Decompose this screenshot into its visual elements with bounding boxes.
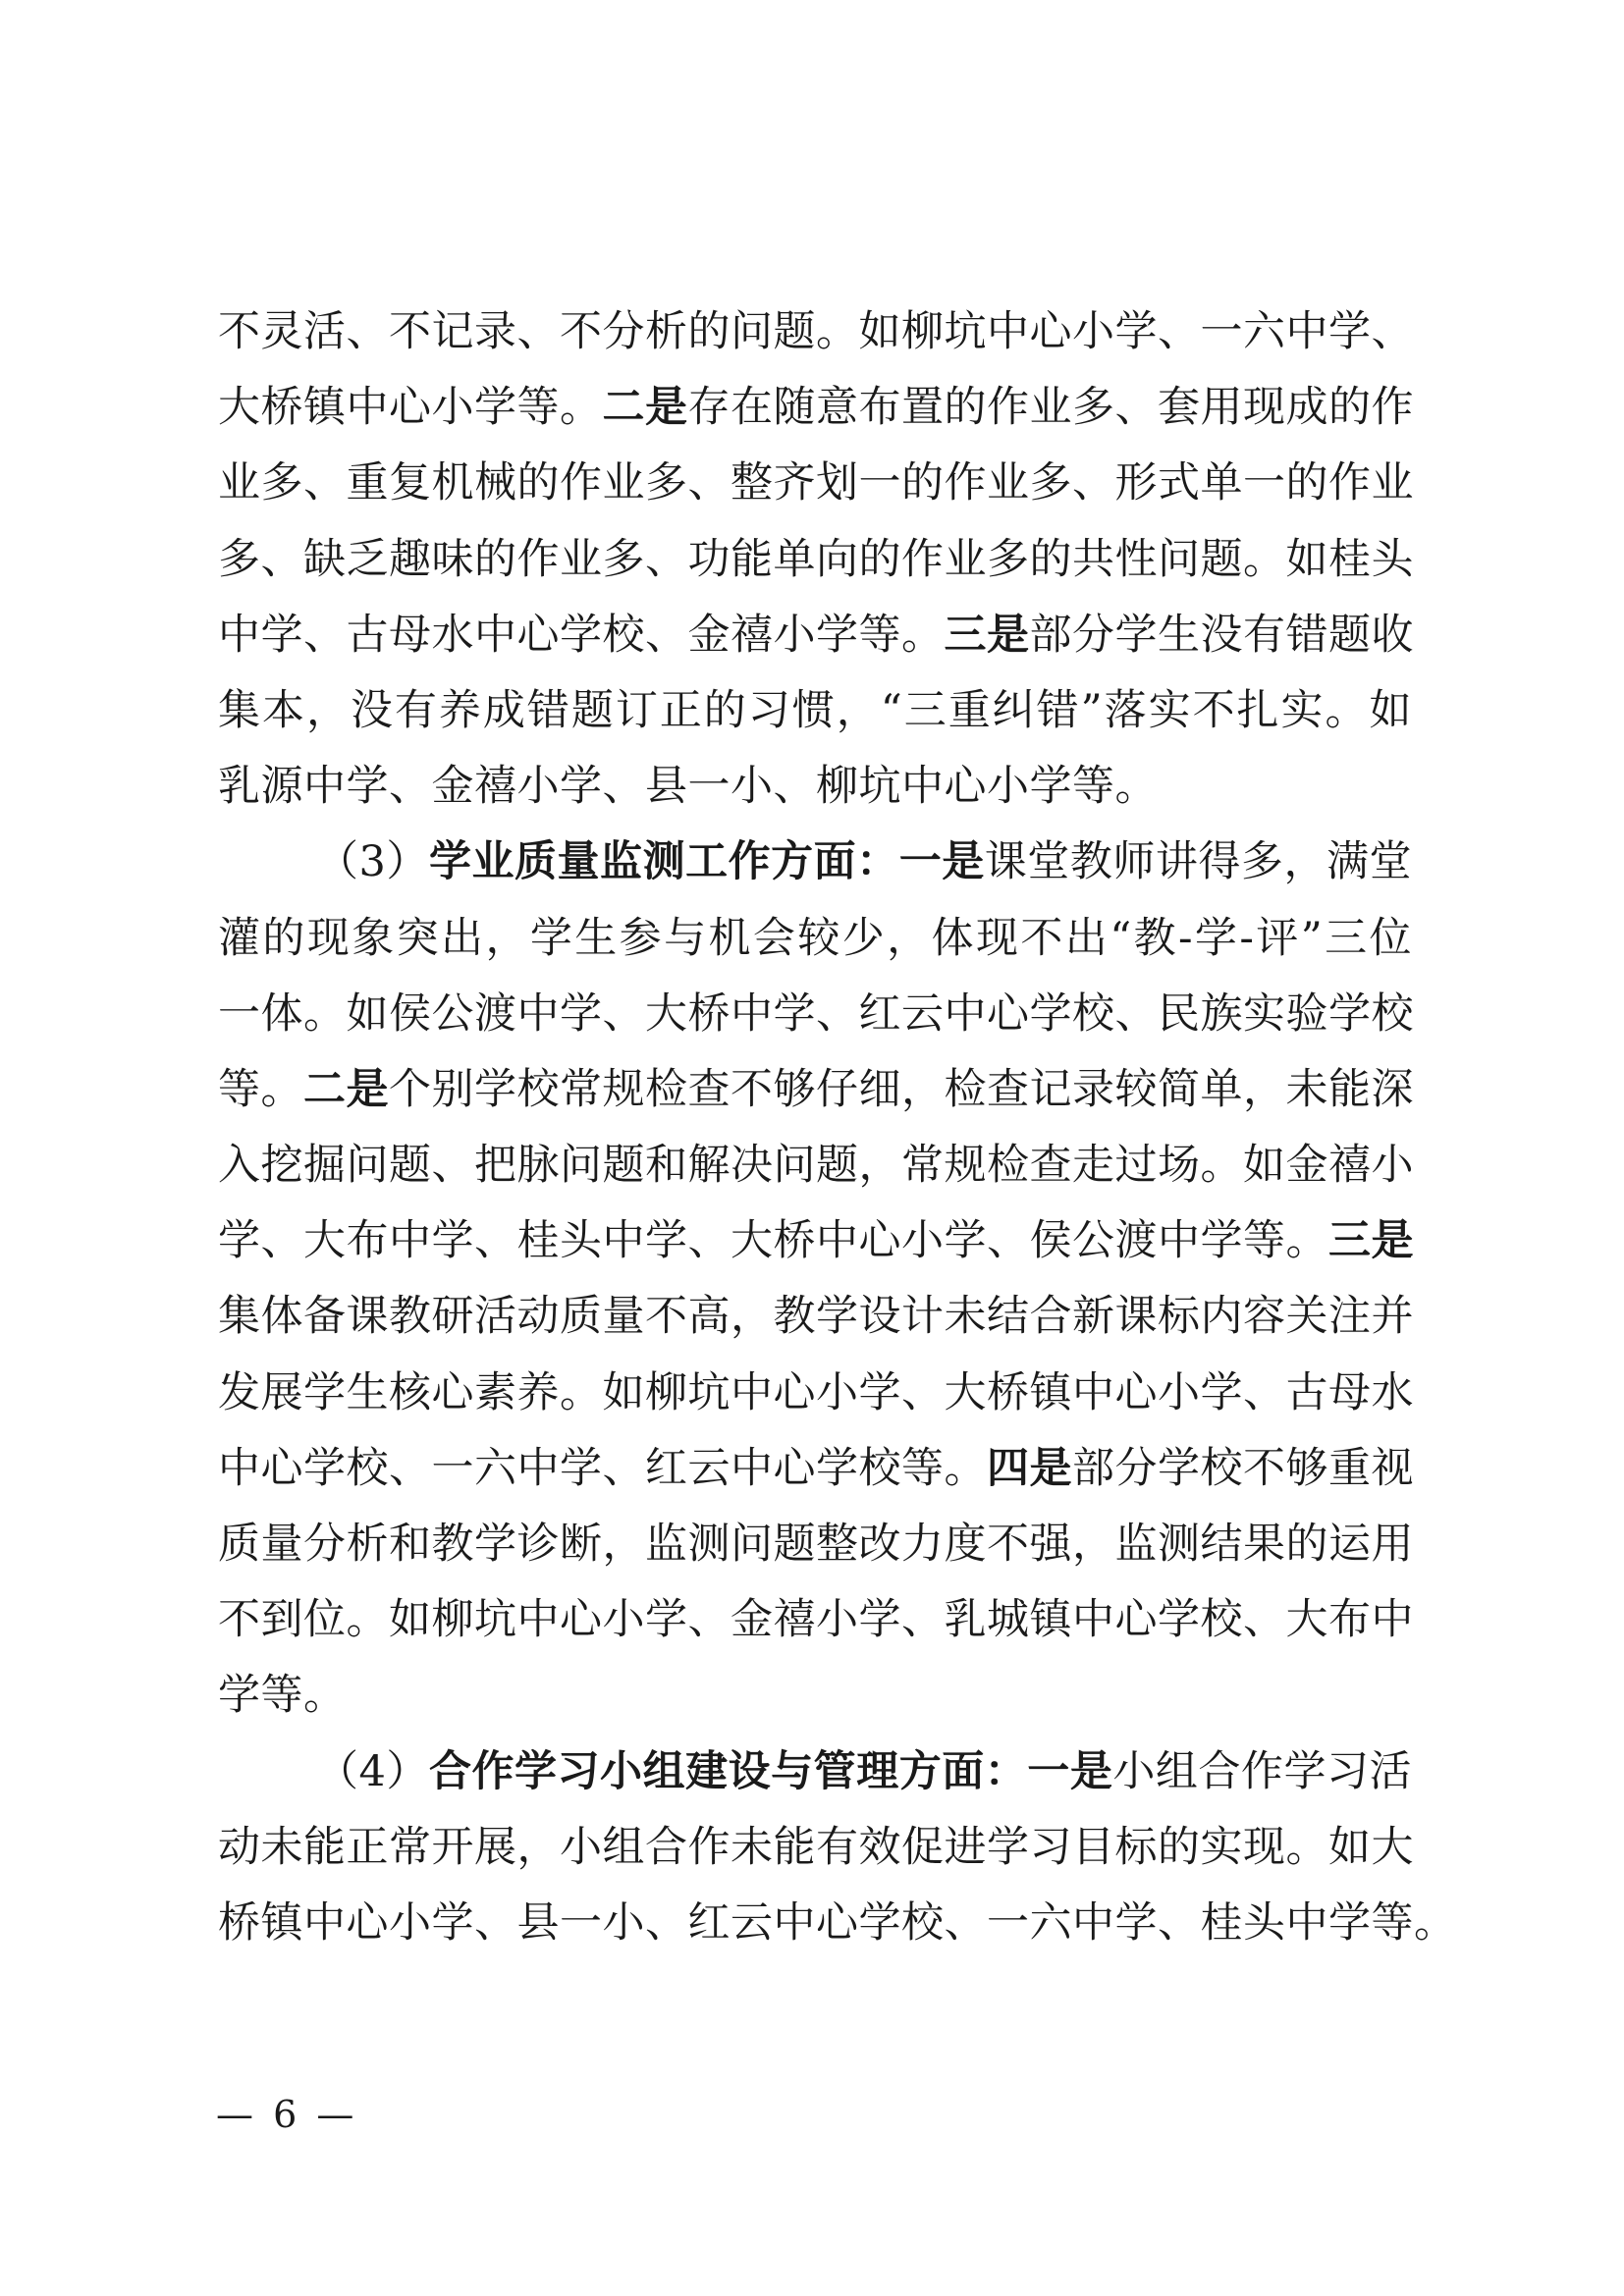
text-segment: 集体备课教研活动质量不高，教学设计未结合新课标内容关注并 [218, 1292, 1414, 1342]
text-segment: （3） [316, 837, 429, 887]
text-segment: 灌的现象突出，学生参与机会较少，体现不出“教-学-评”三位 [218, 913, 1412, 963]
body-text [218, 294, 1457, 1961]
bold-text-segment: 合作学习小组建设与管理方面：一是 [428, 1746, 1113, 1796]
text-line [218, 522, 1412, 598]
text-segment: 业多、重复机械的作业多、整齐划一的作业多、形式单一的作业 [218, 458, 1414, 508]
text-segment: 中学、古母水中心学校、金禧小学等。 [218, 610, 945, 660]
text-line [218, 1735, 1412, 1810]
bold-text-segment: 三是 [944, 610, 1030, 660]
text-line [218, 1431, 1412, 1507]
text-line [218, 1052, 1412, 1128]
text-segment: 部分学校不够重视 [1072, 1443, 1414, 1493]
text-segment: 个别学校常规检查不够仔细，检查记录较简单，未能深 [389, 1064, 1414, 1114]
bold-text-segment: 学业质量监测工作方面：一是 [428, 837, 985, 887]
bold-text-segment: 二是 [303, 1064, 389, 1114]
page-number: — 6 — [216, 2093, 358, 2136]
text-line [218, 1810, 1412, 1886]
text-segment: 不灵活、不记录、不分析的问题。如柳坑中心小学、一六中学、 [218, 307, 1414, 356]
text-line [218, 1279, 1412, 1355]
text-segment: 入挖掘问题、把脉问题和解决问题，常规检查走过场。如金禧小 [218, 1141, 1414, 1191]
text-segment: 集本，没有养成错题订正的习惯，“三重纠错”落实不扎实。如 [218, 685, 1412, 735]
text-line [218, 1886, 1457, 1961]
text-segment: 中心学校、一六中学、红云中心学校等。 [218, 1443, 987, 1493]
bold-text-segment: 三是 [1328, 1216, 1414, 1266]
text-segment: 动未能正常开展，小组合作未能有效促进学习目标的实现。如大 [218, 1822, 1414, 1872]
text-line [218, 901, 1412, 977]
bold-text-segment: 四是 [987, 1443, 1072, 1493]
text-segment: 乳源中学、金禧小学、县一小、柳坑中心小学等。 [218, 762, 1158, 812]
text-line [218, 294, 1412, 370]
text-line [218, 977, 1412, 1052]
text-line [218, 1128, 1412, 1203]
text-line [218, 749, 1412, 825]
text-segment: 不到位。如柳坑中心小学、金禧小学、乳城镇中心学校、大布中 [218, 1595, 1414, 1645]
text-line [218, 446, 1412, 521]
text-line [218, 825, 1412, 900]
text-segment: 学等。 [218, 1671, 347, 1721]
text-line [218, 598, 1412, 673]
text-segment: 等。 [218, 1064, 303, 1114]
text-line [218, 370, 1412, 446]
text-segment: 一体。如侯公渡中学、大桥中学、红云中心学校、民族实验学校 [218, 988, 1414, 1039]
text-line [218, 1658, 1412, 1734]
text-segment: （4） [316, 1746, 429, 1796]
text-segment: 多、缺乏趣味的作业多、功能单向的作业多的共性问题。如桂头 [218, 534, 1414, 584]
text-segment: 课堂教师讲得多，满堂 [984, 837, 1413, 887]
text-line [218, 673, 1412, 749]
text-segment: 部分学生没有错题收 [1029, 610, 1414, 660]
text-segment: 学、大布中学、桂头中学、大桥中心小学、侯公渡中学等。 [218, 1216, 1328, 1266]
text-line [218, 1356, 1412, 1431]
text-segment: 质量分析和教学诊断，监测问题整改力度不强，监测结果的运用 [218, 1520, 1414, 1569]
text-segment: 存在随意布置的作业多、套用现成的作 [687, 383, 1414, 433]
text-line [218, 1203, 1412, 1279]
text-segment: 大桥镇中心小学等。 [218, 383, 603, 433]
text-line [218, 1507, 1412, 1582]
text-segment: 发展学生核心素养。如柳坑中心小学、大桥镇中心小学、古母水 [218, 1367, 1414, 1417]
bold-text-segment: 二是 [602, 383, 688, 433]
text-segment: 小组合作学习活 [1112, 1746, 1413, 1796]
text-segment: 桥镇中心小学、县一小、红云中心学校、一六中学、桂头中学等。 [218, 1897, 1457, 1948]
text-line [218, 1582, 1412, 1658]
